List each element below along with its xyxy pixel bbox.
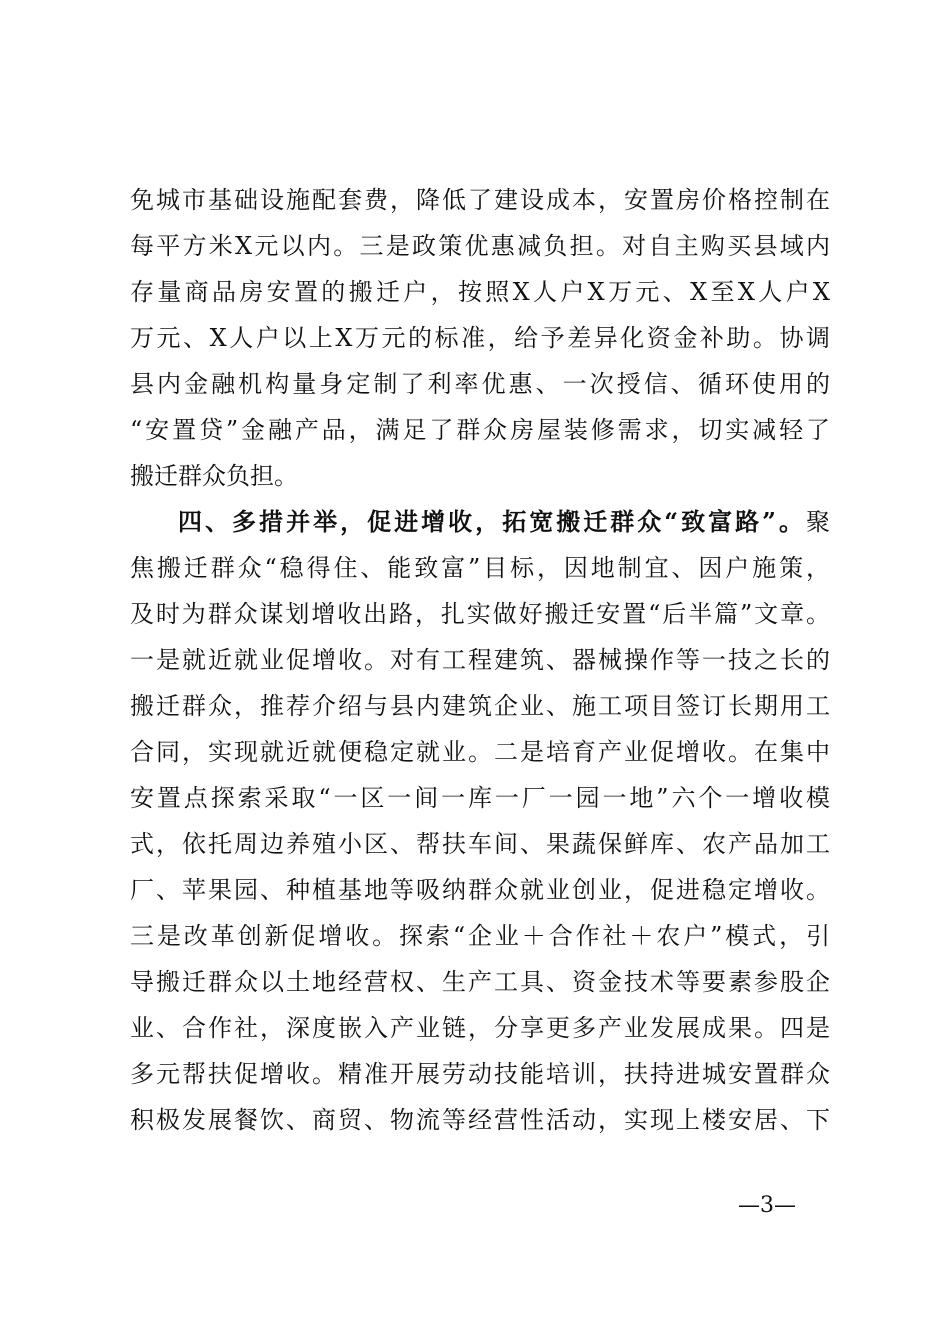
page-number: —3— (738, 1193, 796, 1218)
text-line: 三是改革创新促增收。探索“企业＋合作社＋农户”模式，引 (130, 922, 830, 950)
text-line: 安置点探索采取“一区一间一库一厂一园一地”六个一增收模 (130, 784, 830, 812)
text-line: 焦搬迁群众“稳得住、能致富”目标，因地制宜、因户施策， (130, 554, 830, 582)
heading-tail-text: 聚 (806, 508, 830, 536)
text-line: 及时为群众谋划增收出路，扎实做好搬迁安置“后半篇”文章。 (130, 600, 830, 628)
text-line: 导搬迁群众以土地经营权、生产工具、资金技术等要素参股企 (130, 968, 830, 996)
text-line: 多元帮扶促增收。精准开展劳动技能培训，扶持进城安置群众 (130, 1060, 830, 1088)
text-line: “安置贷”金融产品，满足了群众房屋装修需求，切实减轻了 (130, 416, 830, 444)
text-line: 厂、苹果园、种植基地等吸纳群众就业创业，促进稳定增收。 (130, 876, 830, 904)
text-line: 搬迁群众，推荐介绍与县内建筑企业、施工项目签订长期用工 (130, 692, 830, 720)
text-line: 每平方米X元以内。三是政策优惠减负担。对自主购买县域内 (130, 232, 830, 260)
section-heading: 四、多措并举，促进增收，拓宽搬迁群众“致富路”。 (178, 507, 806, 536)
text-line: 存量商品房安置的搬迁户，按照X人户X万元、X至X人户X (130, 278, 830, 306)
text-line: 万元、X人户以上X万元的标准，给予差异化资金补助。协调 (130, 324, 830, 352)
section-heading-line (178, 502, 830, 542)
text-line: 搬迁群众负担。 (130, 462, 298, 490)
text-line: 合同，实现就近就便稳定就业。二是培育产业促增收。在集中 (130, 738, 830, 766)
text-line: 一是就近就业促增收。对有工程建筑、器械操作等一技之长的 (130, 646, 830, 674)
text-line: 积极发展餐饮、商贸、物流等经营性活动，实现上楼安居、下 (130, 1106, 830, 1134)
text-line: 县内金融机构量身定制了利率优惠、一次授信、循环使用的 (130, 370, 830, 398)
text-line: 业、合作社，深度嵌入产业链，分享更多产业发展成果。四是 (130, 1014, 830, 1042)
text-line: 免城市基础设施配套费，降低了建设成本，安置房价格控制在 (130, 186, 830, 214)
text-line: 式，依托周边养殖小区、帮扶车间、果蔬保鲜库、农产品加工 (130, 830, 830, 858)
